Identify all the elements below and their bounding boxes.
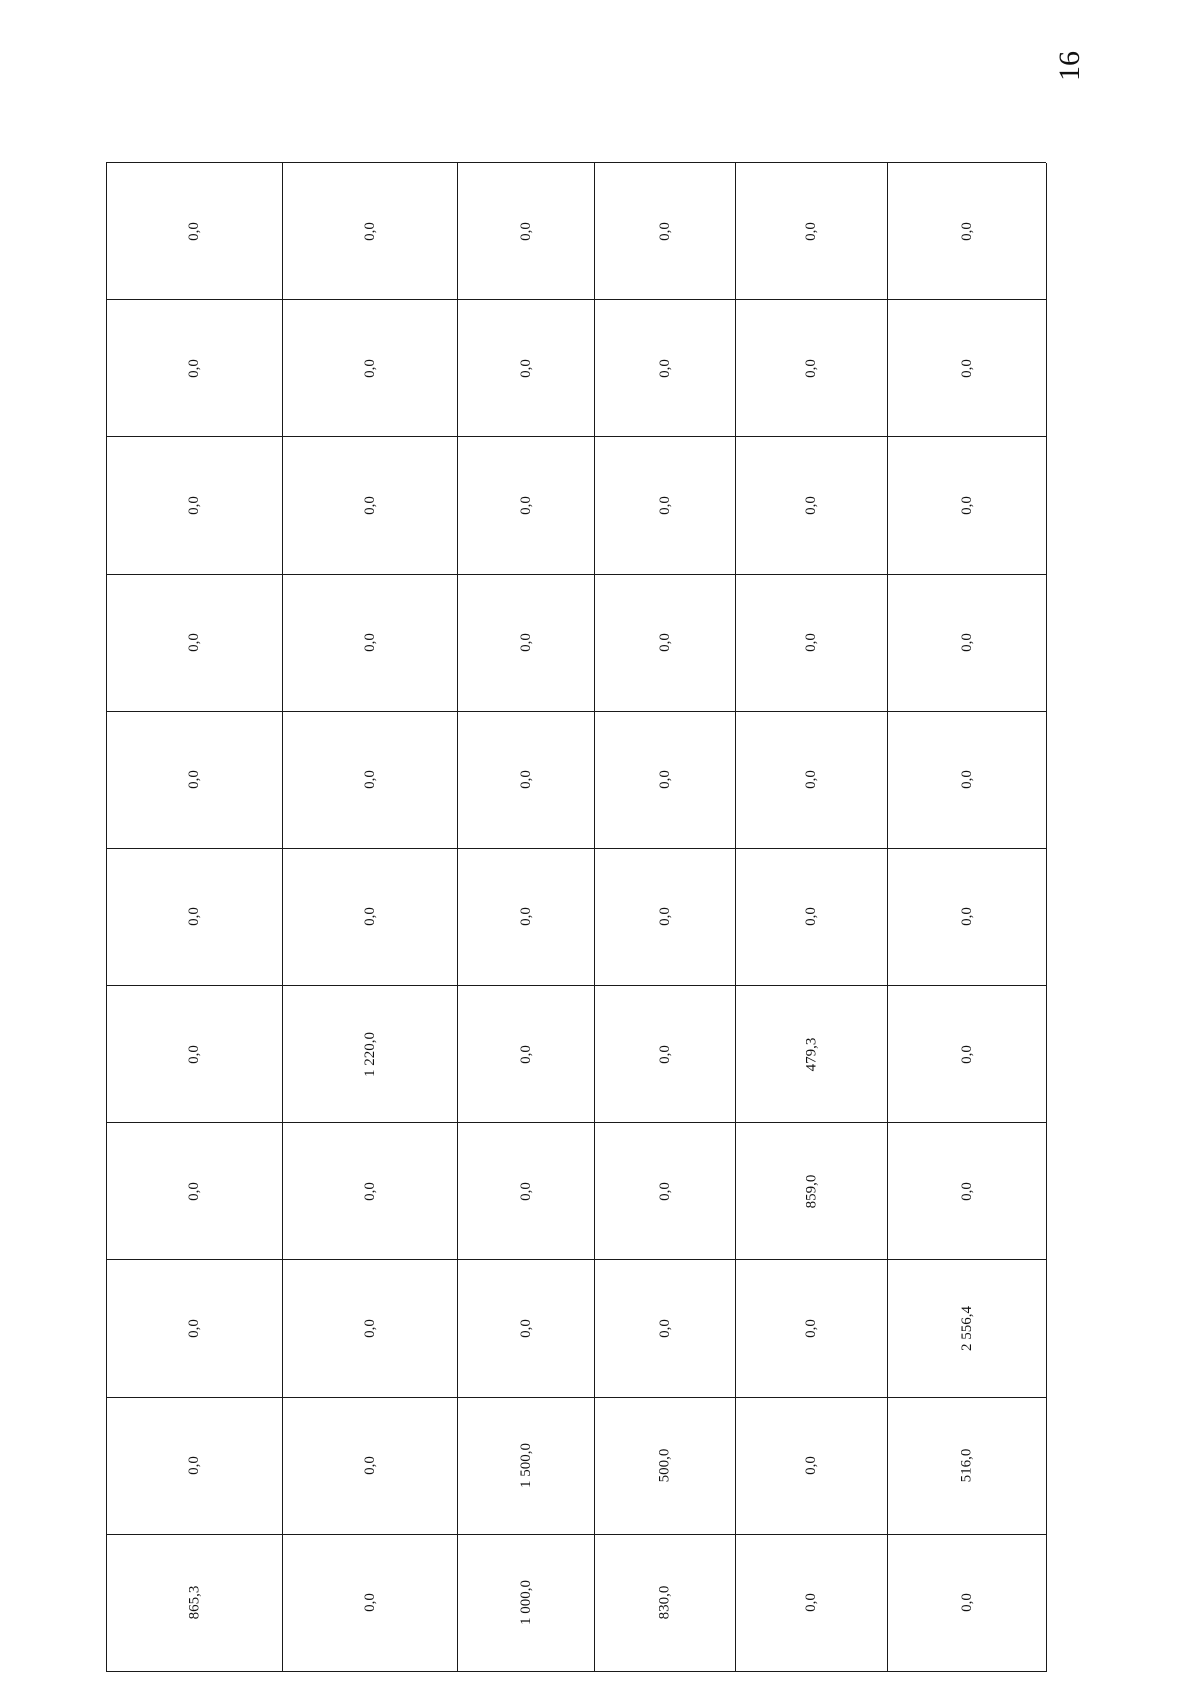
table-cell xyxy=(888,1123,1047,1260)
table-cell xyxy=(458,849,595,986)
cell-value: 0,0 xyxy=(803,907,819,927)
cell-value: 0,0 xyxy=(186,907,202,927)
table-cell xyxy=(458,1398,595,1535)
cell-value: 0,0 xyxy=(186,1044,202,1064)
cell-value: 500,0 xyxy=(656,1448,673,1483)
cell-value: 0,0 xyxy=(656,358,673,378)
table-cell xyxy=(458,1535,595,1672)
cell-value: 0,0 xyxy=(361,1456,378,1476)
table-cell xyxy=(458,1123,595,1260)
cell-value: 0,0 xyxy=(958,358,975,378)
table-cell xyxy=(888,712,1047,849)
cell-value: 859,0 xyxy=(803,1174,819,1209)
table-cell xyxy=(595,575,736,712)
cell-value: 0,0 xyxy=(517,496,534,515)
table-cell xyxy=(283,1398,458,1535)
cell-value: 0,0 xyxy=(803,221,819,241)
cell-value: 0,0 xyxy=(517,770,534,790)
cell-value: 1 000,0 xyxy=(517,1580,534,1626)
cell-value: 0,0 xyxy=(803,496,819,515)
table-cell xyxy=(283,300,458,437)
cell-value: 830,0 xyxy=(656,1586,673,1620)
table-cell xyxy=(283,1535,458,1672)
table-cell xyxy=(595,1398,736,1535)
cell-value: 0,0 xyxy=(958,496,975,515)
table-cell xyxy=(458,300,595,437)
table-cell xyxy=(595,986,736,1123)
cell-value: 0,0 xyxy=(186,496,202,515)
cell-value: 0,0 xyxy=(517,221,534,241)
table-cell xyxy=(458,986,595,1123)
cell-value: 0,0 xyxy=(186,358,202,378)
table-cell xyxy=(888,437,1047,574)
table-cell xyxy=(283,986,458,1123)
table-cell xyxy=(107,1535,283,1672)
cell-value: 2 556,4 xyxy=(958,1306,975,1352)
cell-value: 0,0 xyxy=(958,770,975,790)
table-cell xyxy=(888,1398,1047,1535)
cell-value: 0,0 xyxy=(803,770,819,790)
cell-value: 0,0 xyxy=(803,1319,819,1338)
table-cell xyxy=(458,712,595,849)
table-cell xyxy=(107,1398,283,1535)
table-cell xyxy=(736,300,888,437)
cell-value: 0,0 xyxy=(361,1181,378,1201)
table-cell xyxy=(736,849,888,986)
cell-value: 0,0 xyxy=(361,770,378,790)
cell-value: 0,0 xyxy=(803,1456,819,1476)
cell-value: 0,0 xyxy=(803,633,819,652)
cell-value: 0,0 xyxy=(517,1319,534,1338)
cell-value: 0,0 xyxy=(361,358,378,378)
table-cell xyxy=(107,437,283,574)
table-cell xyxy=(107,1123,283,1260)
cell-value: 0,0 xyxy=(361,1593,378,1613)
cell-value: 0,0 xyxy=(186,770,202,790)
cell-value: 0,0 xyxy=(517,907,534,927)
cell-value: 1 220,0 xyxy=(361,1031,378,1077)
table-cell xyxy=(736,1260,888,1397)
cell-value: 0,0 xyxy=(517,1181,534,1201)
table-cell xyxy=(107,712,283,849)
table-cell xyxy=(458,575,595,712)
table-cell xyxy=(888,575,1047,712)
cell-value: 479,3 xyxy=(803,1037,819,1072)
table-cell xyxy=(595,1535,736,1672)
table-cell xyxy=(107,1260,283,1397)
cell-value: 0,0 xyxy=(958,1181,975,1201)
cell-value: 0,0 xyxy=(656,221,673,241)
cell-value: 0,0 xyxy=(361,907,378,927)
table-cell xyxy=(595,300,736,437)
table-cell xyxy=(458,1260,595,1397)
table-cell xyxy=(736,1398,888,1535)
table-cell xyxy=(595,163,736,300)
cell-value: 0,0 xyxy=(656,1181,673,1201)
cell-value: 516,0 xyxy=(958,1448,975,1483)
table-cell xyxy=(736,575,888,712)
table-cell xyxy=(283,1123,458,1260)
cell-value: 0,0 xyxy=(656,496,673,515)
table-cell xyxy=(736,163,888,300)
table-cell xyxy=(458,437,595,574)
table-cell xyxy=(888,300,1047,437)
table-cell xyxy=(107,300,283,437)
data-table xyxy=(106,162,1046,1672)
cell-value: 0,0 xyxy=(656,770,673,790)
table-cell xyxy=(107,575,283,712)
table-cell xyxy=(888,849,1047,986)
cell-value: 0,0 xyxy=(958,907,975,927)
cell-value: 0,0 xyxy=(186,1181,202,1201)
table-cell xyxy=(595,1123,736,1260)
table-cell xyxy=(595,849,736,986)
cell-value: 0,0 xyxy=(361,221,378,241)
cell-value: 0,0 xyxy=(186,1456,202,1476)
table-cell xyxy=(888,1535,1047,1672)
cell-value: 0,0 xyxy=(803,358,819,378)
table-cell xyxy=(736,986,888,1123)
table-cell xyxy=(888,986,1047,1123)
cell-value: 0,0 xyxy=(656,907,673,927)
table-cell xyxy=(888,1260,1047,1397)
table-cell xyxy=(283,163,458,300)
table-cell xyxy=(458,163,595,300)
cell-value: 0,0 xyxy=(958,633,975,652)
cell-value: 0,0 xyxy=(186,633,202,652)
cell-value: 0,0 xyxy=(361,633,378,652)
table-cell xyxy=(283,712,458,849)
cell-value: 0,0 xyxy=(656,633,673,652)
cell-value: 0,0 xyxy=(186,1319,202,1338)
table-cell xyxy=(888,163,1047,300)
cell-value: 0,0 xyxy=(958,1044,975,1064)
table-cell xyxy=(107,986,283,1123)
table-cell xyxy=(736,437,888,574)
table-cell xyxy=(736,1535,888,1672)
page-number: 16 xyxy=(1053,51,1086,81)
table-cell xyxy=(595,437,736,574)
table-cell xyxy=(736,1123,888,1260)
table-cell xyxy=(283,1260,458,1397)
cell-value: 0,0 xyxy=(517,1044,534,1064)
table-cell xyxy=(283,849,458,986)
cell-value: 0,0 xyxy=(656,1044,673,1064)
table-cell xyxy=(107,849,283,986)
table-cell xyxy=(736,712,888,849)
table-cell xyxy=(595,712,736,849)
cell-value: 1 500,0 xyxy=(517,1443,534,1489)
cell-value: 0,0 xyxy=(803,1593,819,1613)
table-cell xyxy=(107,163,283,300)
cell-value: 0,0 xyxy=(958,221,975,241)
cell-value: 0,0 xyxy=(958,1593,975,1613)
cell-value: 865,3 xyxy=(186,1586,202,1620)
cell-value: 0,0 xyxy=(517,633,534,652)
table-cell xyxy=(283,437,458,574)
cell-value: 0,0 xyxy=(361,496,378,515)
cell-value: 0,0 xyxy=(361,1319,378,1338)
cell-value: 0,0 xyxy=(186,221,202,241)
table-cell xyxy=(595,1260,736,1397)
cell-value: 0,0 xyxy=(656,1319,673,1338)
table-cell xyxy=(283,575,458,712)
cell-value: 0,0 xyxy=(517,358,534,378)
